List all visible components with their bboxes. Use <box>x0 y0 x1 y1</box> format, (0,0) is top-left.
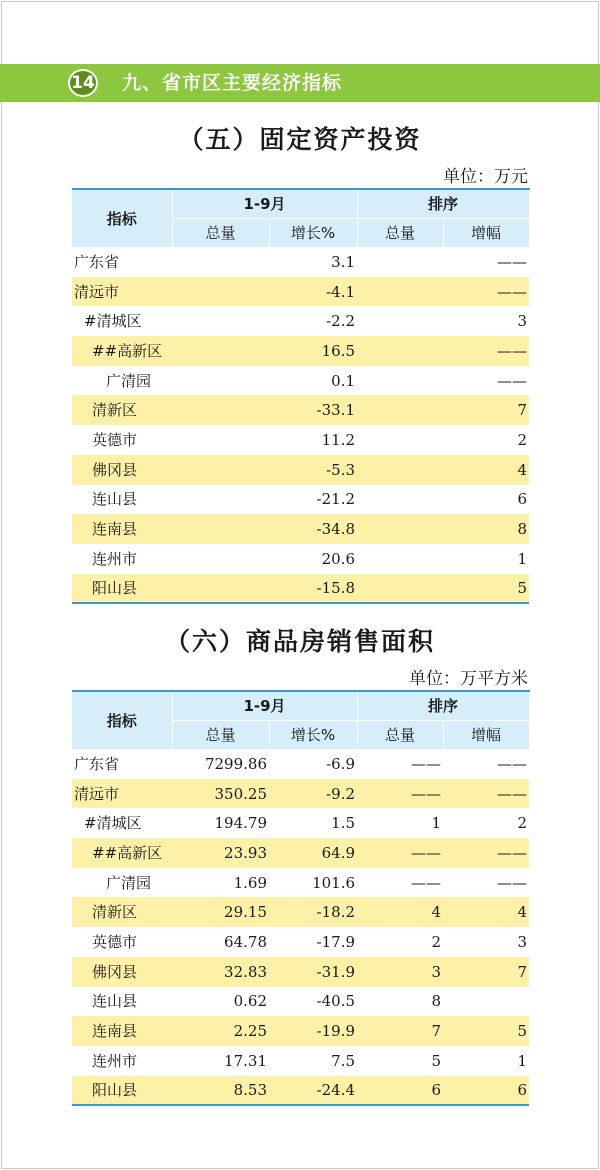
row-name: 阳山县 <box>72 1076 172 1106</box>
row-name: 清远市 <box>72 779 172 809</box>
table-row <box>72 1076 529 1106</box>
row-name: 连州市 <box>92 1051 138 1070</box>
row-name: #清城区 <box>84 814 142 833</box>
table-row <box>72 395 529 425</box>
cell-growth: -15.8 <box>269 574 357 604</box>
header-indicator: 指标 <box>72 189 172 247</box>
row-name: 广东省 <box>74 755 120 774</box>
cell-growth: 3.1 <box>331 253 356 272</box>
cell-rank-total <box>357 514 443 544</box>
table-row <box>72 336 529 366</box>
table-row <box>72 574 529 604</box>
cell-growth: 0.1 <box>331 371 356 390</box>
cell-growth: -40.5 <box>316 992 356 1011</box>
table-row <box>72 306 529 336</box>
cell-rank-total <box>357 247 443 277</box>
header-rank: 排序 <box>357 691 529 720</box>
table-row <box>72 514 529 544</box>
header-growth: 增长% <box>269 218 357 247</box>
cell-rank-total: —— <box>357 838 443 868</box>
header-rank-total: 总量 <box>357 720 443 749</box>
table-row <box>72 957 529 987</box>
header-period: 1-9月 <box>172 189 357 218</box>
cell-total <box>172 425 269 455</box>
cell-rank-growth: 3 <box>517 312 528 331</box>
header-indicator: 指标 <box>72 691 172 749</box>
header-period: 1-9月 <box>172 691 357 720</box>
table-fixed-asset <box>72 188 530 604</box>
table-row <box>72 987 529 1017</box>
cell-rank-growth: 3 <box>517 932 528 951</box>
cell-total: 2.25 <box>172 1016 269 1046</box>
header-title: 九、省市区主要经济指标 <box>122 72 343 94</box>
cell-growth: 7.5 <box>331 1051 356 1070</box>
row-name: #清城区 <box>84 312 142 331</box>
cell-rank-growth: —— <box>443 336 529 366</box>
cell-growth: -6.9 <box>326 755 356 774</box>
cell-rank-growth: 8 <box>443 514 529 544</box>
cell-growth: -9.2 <box>269 779 357 809</box>
table-row <box>72 779 529 809</box>
cell-rank-growth: 2 <box>517 430 528 449</box>
cell-total: 194.79 <box>214 814 267 833</box>
table-row <box>72 277 529 307</box>
table-row <box>72 485 529 515</box>
cell-growth: -4.1 <box>269 277 357 307</box>
cell-total <box>172 306 269 336</box>
cell-rank-total <box>357 336 443 366</box>
cell-rank-growth: 5 <box>443 1016 529 1046</box>
cell-rank-growth: —— <box>497 755 528 774</box>
row-name: 连南县 <box>72 1016 172 1046</box>
cell-rank-total: 4 <box>357 897 443 927</box>
cell-total <box>172 455 269 485</box>
row-name: 连州市 <box>92 549 138 568</box>
cell-rank-total <box>357 306 443 336</box>
cell-rank-total: 1 <box>431 814 442 833</box>
cell-total: 0.62 <box>233 992 267 1011</box>
row-name: 广清园 <box>106 371 152 390</box>
header-total: 总量 <box>172 720 269 749</box>
table-row <box>72 366 529 396</box>
cell-rank-growth: —— <box>443 779 529 809</box>
row-name: 连山县 <box>92 992 138 1011</box>
table-row <box>72 1016 529 1046</box>
cell-rank-growth: 5 <box>443 574 529 604</box>
cell-rank-total: 3 <box>357 957 443 987</box>
cell-rank-total: —— <box>411 873 442 892</box>
section-title-housing-sales: （六）商品房销售面积 <box>164 627 435 656</box>
cell-total: 1.69 <box>233 873 267 892</box>
cell-total: 7299.86 <box>204 755 267 774</box>
cell-growth: -2.2 <box>326 312 356 331</box>
cell-total: 350.25 <box>172 779 269 809</box>
cell-total <box>172 514 269 544</box>
cell-rank-growth: 2 <box>517 814 528 833</box>
table-row <box>72 808 529 838</box>
cell-growth: 20.6 <box>321 549 356 568</box>
cell-rank-growth: —— <box>497 873 528 892</box>
section-title-fixed-asset: （五）固定资产投资 <box>178 125 422 154</box>
cell-growth: -33.1 <box>269 395 357 425</box>
cell-rank-growth: 4 <box>443 897 529 927</box>
cell-total <box>172 574 269 604</box>
cell-rank-growth: 7 <box>443 395 529 425</box>
cell-rank-growth: 6 <box>443 1076 529 1106</box>
table-row <box>72 897 529 927</box>
cell-rank-total <box>357 574 443 604</box>
table-row <box>72 927 529 957</box>
header-total: 总量 <box>172 218 269 247</box>
row-name: 阳山县 <box>72 574 172 604</box>
cell-rank-total: 2 <box>431 932 442 951</box>
row-name: 英德市 <box>92 430 138 449</box>
cell-rank-total <box>357 395 443 425</box>
cell-rank-total <box>357 277 443 307</box>
cell-total: 17.31 <box>224 1051 267 1070</box>
cell-rank-total <box>357 455 443 485</box>
cell-total <box>172 395 269 425</box>
cell-total <box>172 336 269 366</box>
cell-rank-total: 8 <box>431 992 442 1011</box>
cell-total <box>172 366 269 396</box>
table-row <box>72 1046 529 1076</box>
table-row <box>72 455 529 485</box>
cell-rank-growth: —— <box>497 371 528 390</box>
cell-growth: -17.9 <box>316 932 356 951</box>
cell-total: 8.53 <box>172 1076 269 1106</box>
cell-growth: -21.2 <box>316 490 356 509</box>
cell-growth: 101.6 <box>312 873 356 892</box>
cell-rank-growth: 4 <box>443 455 529 485</box>
row-name: ##高新区 <box>72 336 172 366</box>
cell-rank-growth: —— <box>497 253 528 272</box>
cell-rank-total: 6 <box>357 1076 443 1106</box>
row-name: 清新区 <box>72 897 172 927</box>
cell-growth: 64.9 <box>269 838 357 868</box>
row-name: 佛冈县 <box>72 957 172 987</box>
table-housing-sales <box>72 690 530 1106</box>
cell-growth: -5.3 <box>269 455 357 485</box>
row-name: 广东省 <box>74 253 120 272</box>
table-row <box>72 838 529 868</box>
row-name: ##高新区 <box>72 838 172 868</box>
cell-rank-total <box>357 485 443 515</box>
cell-total <box>172 247 269 277</box>
cell-total <box>172 544 269 574</box>
row-name: 清新区 <box>72 395 172 425</box>
cell-rank-total <box>357 366 443 396</box>
cell-rank-growth: 6 <box>517 490 528 509</box>
table-row <box>72 247 529 277</box>
cell-rank-total: —— <box>357 779 443 809</box>
cell-rank-total <box>357 544 443 574</box>
unit-label-fixed-asset: 单位：万元 <box>443 167 528 187</box>
table-row <box>72 868 529 898</box>
cell-rank-growth: —— <box>443 277 529 307</box>
cell-growth: 1.5 <box>331 814 356 833</box>
unit-label-housing-sales: 单位：万平方米 <box>409 669 528 689</box>
row-name: 佛冈县 <box>72 455 172 485</box>
row-name: 连山县 <box>92 490 138 509</box>
header-rank-growth: 增幅 <box>443 720 529 749</box>
cell-total: 32.83 <box>172 957 269 987</box>
page-number-badge: 14 <box>68 69 98 97</box>
table-row <box>72 749 529 779</box>
header-growth: 增长% <box>269 720 357 749</box>
cell-rank-growth: 1 <box>517 549 528 568</box>
header-rank-growth: 增幅 <box>443 218 529 247</box>
cell-growth: -19.9 <box>269 1016 357 1046</box>
cell-total <box>172 485 269 515</box>
row-name: 连南县 <box>72 514 172 544</box>
cell-growth: 16.5 <box>269 336 357 366</box>
cell-growth: -18.2 <box>269 897 357 927</box>
cell-total <box>172 277 269 307</box>
cell-rank-total <box>357 425 443 455</box>
cell-rank-growth: 7 <box>443 957 529 987</box>
cell-growth: 11.2 <box>321 430 356 449</box>
row-name: 英德市 <box>92 932 138 951</box>
header-rank-total: 总量 <box>357 218 443 247</box>
header-rank: 排序 <box>357 189 529 218</box>
cell-total: 23.93 <box>172 838 269 868</box>
table-row <box>72 544 529 574</box>
row-name: 清远市 <box>72 277 172 307</box>
cell-rank-growth <box>443 987 529 1017</box>
cell-rank-growth: 1 <box>517 1051 528 1070</box>
cell-growth: -31.9 <box>269 957 357 987</box>
cell-rank-total: 7 <box>357 1016 443 1046</box>
cell-rank-growth: —— <box>443 838 529 868</box>
cell-total: 64.78 <box>224 932 267 951</box>
cell-growth: -34.8 <box>269 514 357 544</box>
cell-total: 29.15 <box>172 897 269 927</box>
cell-growth: -24.4 <box>269 1076 357 1106</box>
row-name: 广清园 <box>106 873 152 892</box>
table-row <box>72 425 529 455</box>
cell-rank-total: 5 <box>431 1051 442 1070</box>
cell-rank-total: —— <box>411 755 442 774</box>
